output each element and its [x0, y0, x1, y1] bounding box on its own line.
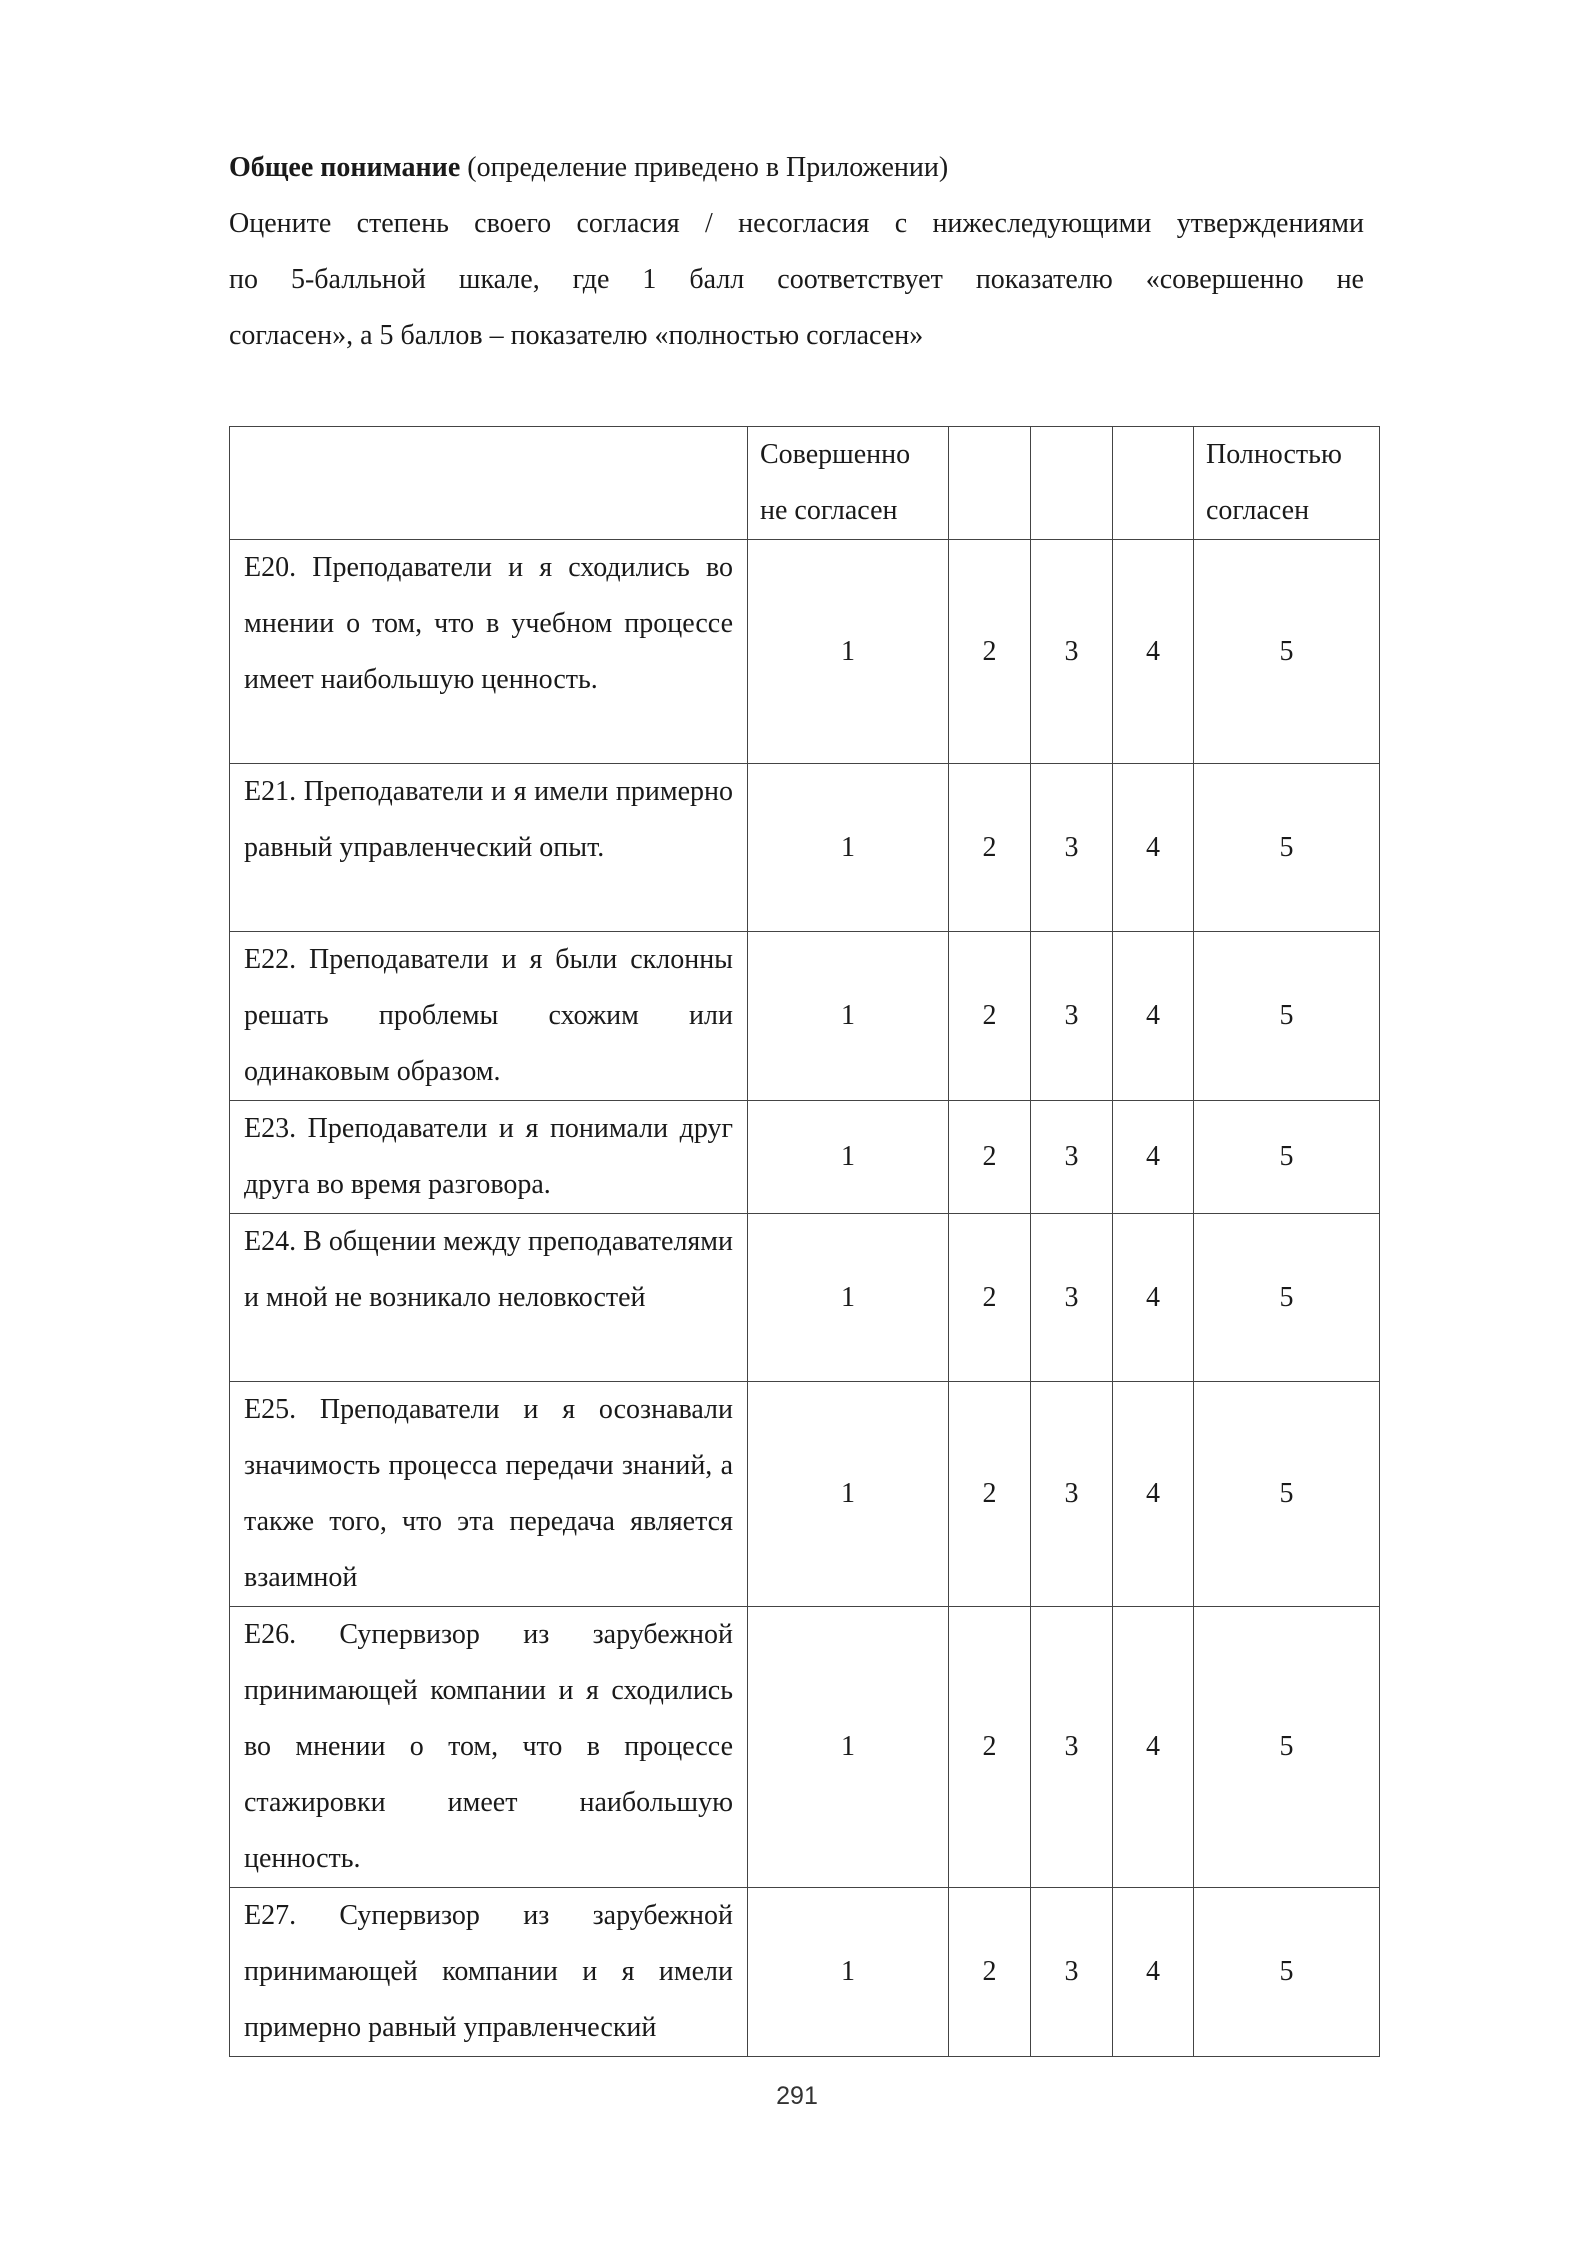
table-row — [230, 1101, 1380, 1214]
score-5-cell[interactable]: 5 — [1194, 1214, 1380, 1382]
score-3-cell[interactable]: 3 — [1031, 1607, 1113, 1888]
table-row — [230, 932, 1380, 1101]
header-agree-cell — [1194, 427, 1380, 540]
statement-cell: Е27. Супервизор из зарубежной принимающей компании и я имели примерно равный управленческий — [230, 1888, 748, 2057]
score-1-cell[interactable]: 1 — [748, 764, 949, 932]
header-agree-line-2: согласен — [1206, 495, 1310, 526]
header-disagree-line-1: Совершенно — [760, 439, 911, 470]
table-body — [230, 540, 1380, 2057]
score-4-cell[interactable]: 4 — [1113, 1101, 1194, 1214]
page-number: 291 — [776, 2082, 818, 2110]
score-2-cell[interactable]: 2 — [949, 1214, 1031, 1382]
score-3-cell[interactable]: 3 — [1031, 1382, 1113, 1607]
section-title — [229, 140, 1364, 196]
score-1-cell[interactable]: 1 — [748, 1214, 949, 1382]
score-3-cell[interactable]: 3 — [1031, 540, 1113, 764]
score-4-cell[interactable]: 4 — [1113, 1607, 1194, 1888]
score-4-cell[interactable]: 4 — [1113, 1382, 1194, 1607]
score-2-cell[interactable]: 2 — [949, 1888, 1031, 2057]
statement-cell: Е24. В общении между преподавателями и мной не возникало неловкостей — [230, 1214, 748, 1382]
score-3-cell[interactable]: 3 — [1031, 932, 1113, 1101]
score-2-cell[interactable]: 2 — [949, 1607, 1031, 1888]
header-agree-line-1: Полностью — [1206, 439, 1342, 470]
score-2-cell[interactable]: 2 — [949, 540, 1031, 764]
score-1-cell[interactable]: 1 — [748, 1382, 949, 1607]
table-header-row — [230, 427, 1380, 540]
score-5-cell[interactable]: 5 — [1194, 1382, 1380, 1607]
score-3-cell[interactable]: 3 — [1031, 1101, 1113, 1214]
header-score-4-cell — [1113, 427, 1194, 540]
score-3-cell[interactable]: 3 — [1031, 1214, 1113, 1382]
table-row — [230, 540, 1380, 764]
score-4-cell[interactable]: 4 — [1113, 932, 1194, 1101]
score-4-cell[interactable]: 4 — [1113, 1888, 1194, 2057]
statement-cell: Е22. Преподаватели и я были склонны решать проблемы схожим или одинаковым образом. — [230, 932, 748, 1101]
score-2-cell[interactable]: 2 — [949, 1101, 1031, 1214]
instruction-line-1: Оцените степень своего согласия / несогласия с нижеследующими утверждениями — [229, 208, 1364, 239]
intro-block — [229, 140, 1364, 364]
statement-cell: Е20. Преподаватели и я сходились во мнении о том, что в учебном процессе имеет наибольшую ценность. — [230, 540, 748, 764]
rating-table — [229, 426, 1380, 2057]
score-2-cell[interactable]: 2 — [949, 764, 1031, 932]
score-1-cell[interactable]: 1 — [748, 1888, 949, 2057]
table-row — [230, 1214, 1380, 1382]
header-score-2-cell — [949, 427, 1031, 540]
score-1-cell[interactable]: 1 — [748, 932, 949, 1101]
score-4-cell[interactable]: 4 — [1113, 764, 1194, 932]
score-3-cell[interactable]: 3 — [1031, 764, 1113, 932]
score-5-cell[interactable]: 5 — [1194, 932, 1380, 1101]
score-4-cell[interactable]: 4 — [1113, 1214, 1194, 1382]
score-1-cell[interactable]: 1 — [748, 1101, 949, 1214]
score-5-cell[interactable]: 5 — [1194, 1607, 1380, 1888]
statement-cell: Е25. Преподаватели и я осознавали значимость процесса передачи знаний, а также того, что эта передача является взаимной — [230, 1382, 748, 1607]
instruction-line-3: согласен», а 5 баллов – показателю «полностью согласен» — [229, 320, 924, 351]
score-4-cell[interactable]: 4 — [1113, 540, 1194, 764]
score-2-cell[interactable]: 2 — [949, 1382, 1031, 1607]
score-3-cell[interactable]: 3 — [1031, 1888, 1113, 2057]
instruction-line-2: по 5-балльной шкале, где 1 балл соответствует показателю «совершенно не — [229, 264, 1364, 295]
section-title-bold: Общее понимание — [229, 152, 461, 183]
statement-cell: Е23. Преподаватели и я понимали друг друга во время разговора. — [230, 1101, 748, 1214]
score-5-cell[interactable]: 5 — [1194, 540, 1380, 764]
score-5-cell[interactable]: 5 — [1194, 764, 1380, 932]
header-disagree-line-2: не согласен — [760, 495, 898, 526]
table-row — [230, 1888, 1380, 2057]
statement-cell: Е26. Супервизор из зарубежной принимающей компании и я сходились во мнении о том, что в процессе стажировки имеет наибольшую ценность. — [230, 1607, 748, 1888]
statement-cell: Е21. Преподаватели и я имели примерно равный управленческий опыт. — [230, 764, 748, 932]
header-score-3-cell — [1031, 427, 1113, 540]
table-row — [230, 1382, 1380, 1607]
table-row — [230, 1607, 1380, 1888]
score-2-cell[interactable]: 2 — [949, 932, 1031, 1101]
score-1-cell[interactable]: 1 — [748, 1607, 949, 1888]
table-row — [230, 764, 1380, 932]
score-5-cell[interactable]: 5 — [1194, 1888, 1380, 2057]
section-title-note: (определение приведено в Приложении) — [460, 152, 949, 183]
score-5-cell[interactable]: 5 — [1194, 1101, 1380, 1214]
header-disagree-cell — [748, 427, 949, 540]
header-statement-cell — [230, 427, 748, 540]
score-1-cell[interactable]: 1 — [748, 540, 949, 764]
